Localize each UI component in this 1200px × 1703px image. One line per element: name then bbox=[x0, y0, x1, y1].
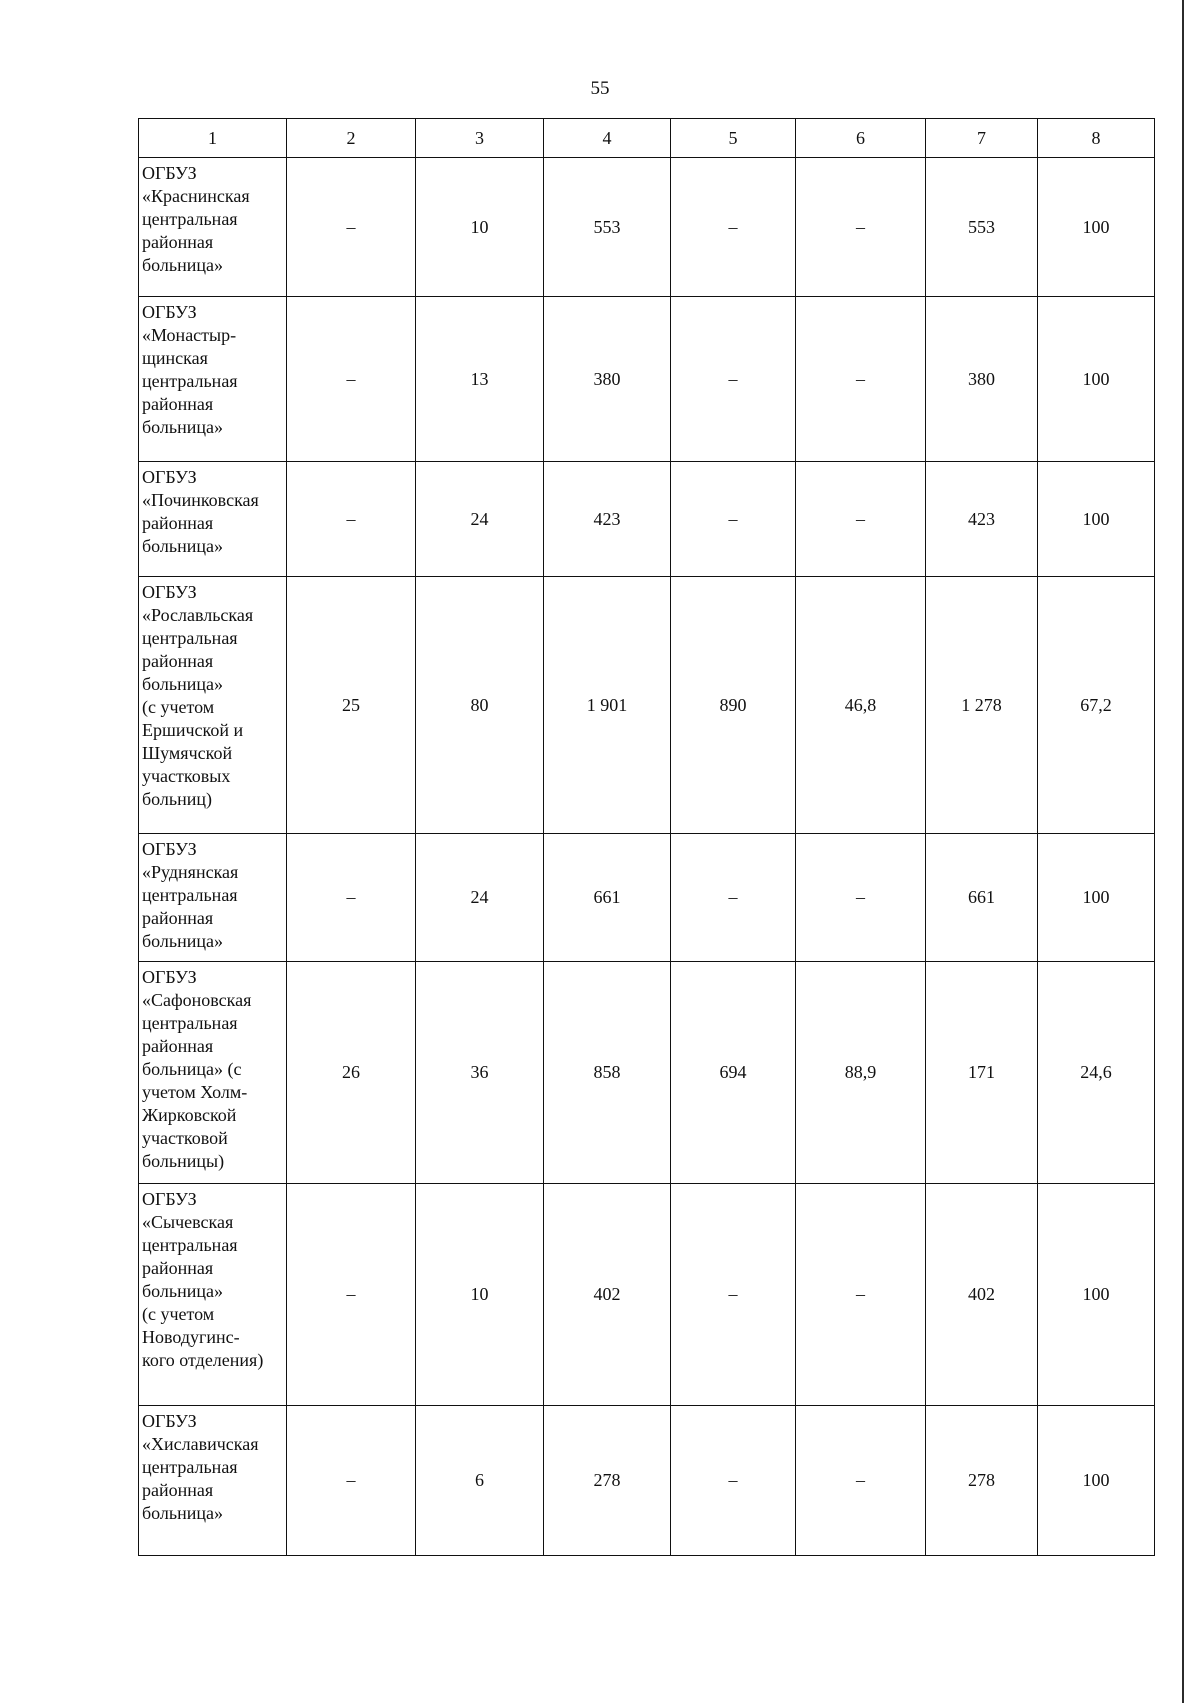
table-cell: – bbox=[796, 158, 926, 297]
institution-name-cell bbox=[139, 1184, 287, 1406]
table-row bbox=[139, 1406, 1155, 1556]
table-cell: 25 bbox=[287, 577, 416, 834]
table-cell: 80 bbox=[416, 577, 544, 834]
institution-name: ОГБУЗ «Руднянская центральная районная больница» bbox=[142, 839, 239, 951]
institution-name: ОГБУЗ «Сафоновская центральная районная больница» (с учетом Холм- Жирковской участковой больницы) bbox=[142, 967, 252, 1171]
institution-name-cell bbox=[139, 297, 287, 462]
table-cell: 278 bbox=[926, 1406, 1038, 1556]
table-row bbox=[139, 962, 1155, 1184]
table-cell: 100 bbox=[1038, 158, 1155, 297]
institution-name-cell bbox=[139, 158, 287, 297]
institution-name: ОГБУЗ «Хиславичская центральная районная больница» bbox=[142, 1411, 259, 1523]
table-cell: 661 bbox=[544, 834, 671, 962]
table-row bbox=[139, 834, 1155, 962]
column-header: 8 bbox=[1038, 119, 1155, 158]
column-number-row bbox=[139, 119, 1155, 158]
institution-name: ОГБУЗ «Рославльская центральная районная больница» (с учетом Ершичской и Шумячской участковых больниц) bbox=[142, 582, 254, 809]
table-cell: – bbox=[796, 462, 926, 577]
column-header: 4 bbox=[544, 119, 671, 158]
table-cell: – bbox=[287, 158, 416, 297]
table-cell: – bbox=[671, 1406, 796, 1556]
table-cell: 24,6 bbox=[1038, 962, 1155, 1184]
table-cell: 10 bbox=[416, 1184, 544, 1406]
table-cell: 100 bbox=[1038, 834, 1155, 962]
column-header: 5 bbox=[671, 119, 796, 158]
table-cell: 100 bbox=[1038, 1406, 1155, 1556]
table-cell: 13 bbox=[416, 297, 544, 462]
table-cell: – bbox=[796, 1184, 926, 1406]
page-number: 55 bbox=[590, 78, 610, 99]
table-cell: 100 bbox=[1038, 1184, 1155, 1406]
table-cell: 171 bbox=[926, 962, 1038, 1184]
table-cell: 67,2 bbox=[1038, 577, 1155, 834]
table-cell: – bbox=[287, 1184, 416, 1406]
table-cell: – bbox=[796, 297, 926, 462]
table-cell: – bbox=[671, 297, 796, 462]
table-row bbox=[139, 577, 1155, 834]
table-cell: 423 bbox=[926, 462, 1038, 577]
table-cell: 10 bbox=[416, 158, 544, 297]
table-cell: – bbox=[671, 158, 796, 297]
institution-name-cell bbox=[139, 462, 287, 577]
column-header: 3 bbox=[416, 119, 544, 158]
table-cell: 380 bbox=[926, 297, 1038, 462]
institution-name-cell bbox=[139, 1406, 287, 1556]
table-cell: 1 278 bbox=[926, 577, 1038, 834]
table-cell: – bbox=[287, 834, 416, 962]
table-cell: 661 bbox=[926, 834, 1038, 962]
table-cell: 402 bbox=[544, 1184, 671, 1406]
table-cell: 1 901 bbox=[544, 577, 671, 834]
table-cell: 24 bbox=[416, 462, 544, 577]
column-header: 6 bbox=[796, 119, 926, 158]
column-header: 7 bbox=[926, 119, 1038, 158]
table-cell: 423 bbox=[544, 462, 671, 577]
institution-name-cell bbox=[139, 577, 287, 834]
institution-name: ОГБУЗ «Сычевская центральная районная больница» (с учетом Новодугинс- кого отделения) bbox=[142, 1189, 264, 1370]
table-cell: 46,8 bbox=[796, 577, 926, 834]
institution-name: ОГБУЗ «Починковская районная больница» bbox=[142, 467, 259, 556]
table-cell: 402 bbox=[926, 1184, 1038, 1406]
table-cell: – bbox=[671, 1184, 796, 1406]
table-cell: 380 bbox=[544, 297, 671, 462]
table-cell: 694 bbox=[671, 962, 796, 1184]
table-cell: 36 bbox=[416, 962, 544, 1184]
table-cell: 278 bbox=[544, 1406, 671, 1556]
institution-name-cell bbox=[139, 962, 287, 1184]
table-row bbox=[139, 462, 1155, 577]
table-cell: – bbox=[796, 834, 926, 962]
table-row bbox=[139, 1184, 1155, 1406]
institution-name: ОГБУЗ «Монастыр- щинская центральная районная больница» bbox=[142, 302, 238, 437]
table-cell: 100 bbox=[1038, 462, 1155, 577]
column-header: 1 bbox=[139, 119, 287, 158]
table-cell: – bbox=[287, 462, 416, 577]
institution-name: ОГБУЗ «Краснинская центральная районная больница» bbox=[142, 163, 250, 275]
page-edge-rule bbox=[1182, 0, 1184, 1703]
table-cell: 24 bbox=[416, 834, 544, 962]
table-cell: – bbox=[287, 1406, 416, 1556]
table-cell: – bbox=[671, 462, 796, 577]
table-cell: 6 bbox=[416, 1406, 544, 1556]
hospital-data-table bbox=[138, 118, 1155, 1556]
table-cell: 100 bbox=[1038, 297, 1155, 462]
table-cell: 858 bbox=[544, 962, 671, 1184]
institution-name-cell bbox=[139, 834, 287, 962]
table-cell: 88,9 bbox=[796, 962, 926, 1184]
table-row bbox=[139, 297, 1155, 462]
table-row bbox=[139, 158, 1155, 297]
table-cell: 890 bbox=[671, 577, 796, 834]
column-header: 2 bbox=[287, 119, 416, 158]
table-cell: 553 bbox=[544, 158, 671, 297]
table-cell: 553 bbox=[926, 158, 1038, 297]
table-cell: – bbox=[287, 297, 416, 462]
table-cell: – bbox=[671, 834, 796, 962]
table-cell: 26 bbox=[287, 962, 416, 1184]
table-cell: – bbox=[796, 1406, 926, 1556]
